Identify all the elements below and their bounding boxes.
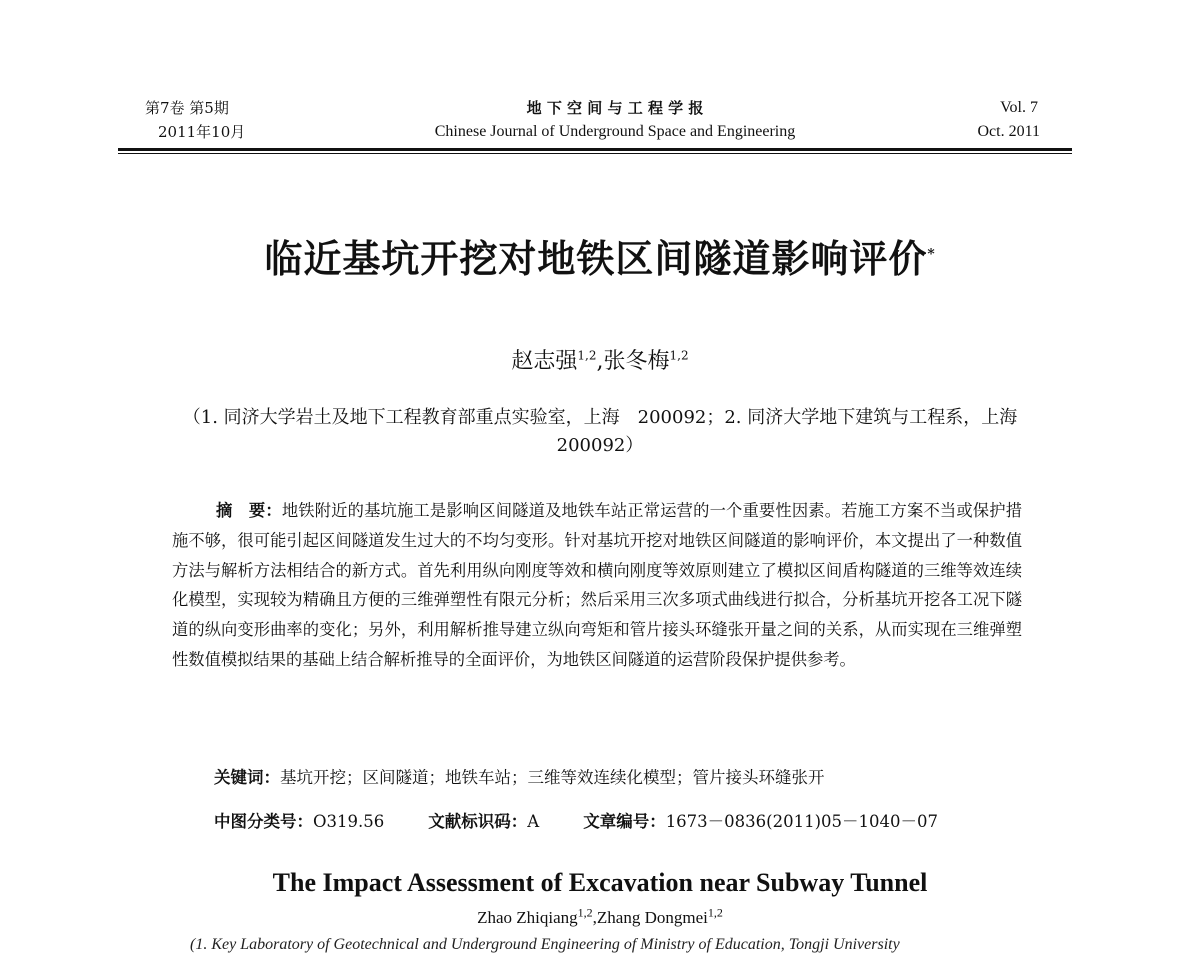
header-rule-thick	[118, 148, 1072, 151]
author-name: 张冬梅	[603, 349, 670, 374]
volume-issue: 第7卷 第5期	[145, 99, 229, 117]
paper-title-en: The Impact Assessment of Excavation near Subway Tunnel	[272, 868, 928, 897]
paper-title-cn	[0, 228, 1200, 283]
authors-en	[0, 905, 1200, 928]
author-affil-ref: 1,2	[577, 905, 593, 920]
doc-code-label: 文献标识码：	[428, 812, 528, 831]
article-no-value: 1673－0836(2011)05－1040－07	[665, 812, 939, 831]
author-name: 赵志强	[511, 349, 578, 374]
author-separator: ,	[592, 908, 597, 927]
doc-code-value: A	[527, 812, 540, 831]
volume-en: Vol. 7	[1000, 99, 1038, 116]
author-affil-ref: 1,2	[707, 905, 723, 920]
clc-value: O319.56	[313, 812, 385, 831]
keywords-text: 基坑开挖；区间隧道；地铁车站；三维等效连续化模型；管片接头环缝张开	[280, 768, 825, 787]
abstract-text: 地铁附近的基坑施工是影响区间隧道及地铁车站正常运营的一个重要性因素。若施工方案不当或保护措施不够，很可能引起区间隧道发生过大的不均匀变形。针对基坑开挖对地铁区间隧道的影响评价，本文提出了一种数值方法与解析方法相结合的新方式。首先利用纵向刚度等效和横向刚度等效原则建立了模拟区间盾构隧道的三维等效连续化模型，实现较为精确且方便的三维弹塑性有限元分析；然后采用三次多项式曲线进行拟合，分析基坑开挖各工况下隧道的纵向变形曲率的变化；另外，利用解析推导建立纵向弯矩和管片接头环缝张开量之间的关系，从而实现在三维弹塑性数值模拟结果的基础上结合解析推导的全面评价，为地铁区间隧道的运营阶段保护提供参考。	[172, 501, 1022, 669]
header-rule-thin	[118, 153, 1072, 154]
journal-title-en: Chinese Journal of Underground Space and Engineering	[434, 123, 796, 140]
issue-date: 2011年10月	[158, 123, 246, 141]
affiliation-en: (1. Key Laboratory of Geotechnical and Underground Engineering of Ministry of Education, Tongji University	[190, 936, 900, 953]
clc-label: 中图分类号：	[214, 812, 313, 831]
date-en: Oct. 2011	[977, 123, 1040, 140]
abstract-label: 摘 要：	[216, 501, 282, 520]
author-name-en: Zhao Zhiqiang	[477, 908, 578, 927]
author-name-en: Zhang Dongmei	[596, 908, 708, 927]
classification-line	[214, 808, 938, 832]
title-footnote-mark: *	[927, 246, 936, 263]
article-no-label: 文章编号：	[583, 812, 666, 831]
authors-cn	[0, 344, 1200, 375]
keywords-label: 关键词：	[214, 768, 280, 787]
author-affil-ref: 1,2	[669, 348, 689, 363]
abstract	[172, 496, 1022, 675]
paper-title-text: 临近基坑开挖对地铁区间隧道影响评价	[264, 236, 928, 281]
journal-title-cn: 地 下 空 间 与 工 程 学 报	[526, 99, 704, 117]
author-separator: ,	[596, 349, 604, 374]
affiliation-cn: （1. 同济大学岩土及地下工程教育部重点实验室，上海 200092；2. 同济大学地下建筑与工程系，上海 200092）	[182, 407, 1036, 456]
author-affil-ref: 1,2	[577, 348, 597, 363]
keywords	[214, 764, 825, 788]
